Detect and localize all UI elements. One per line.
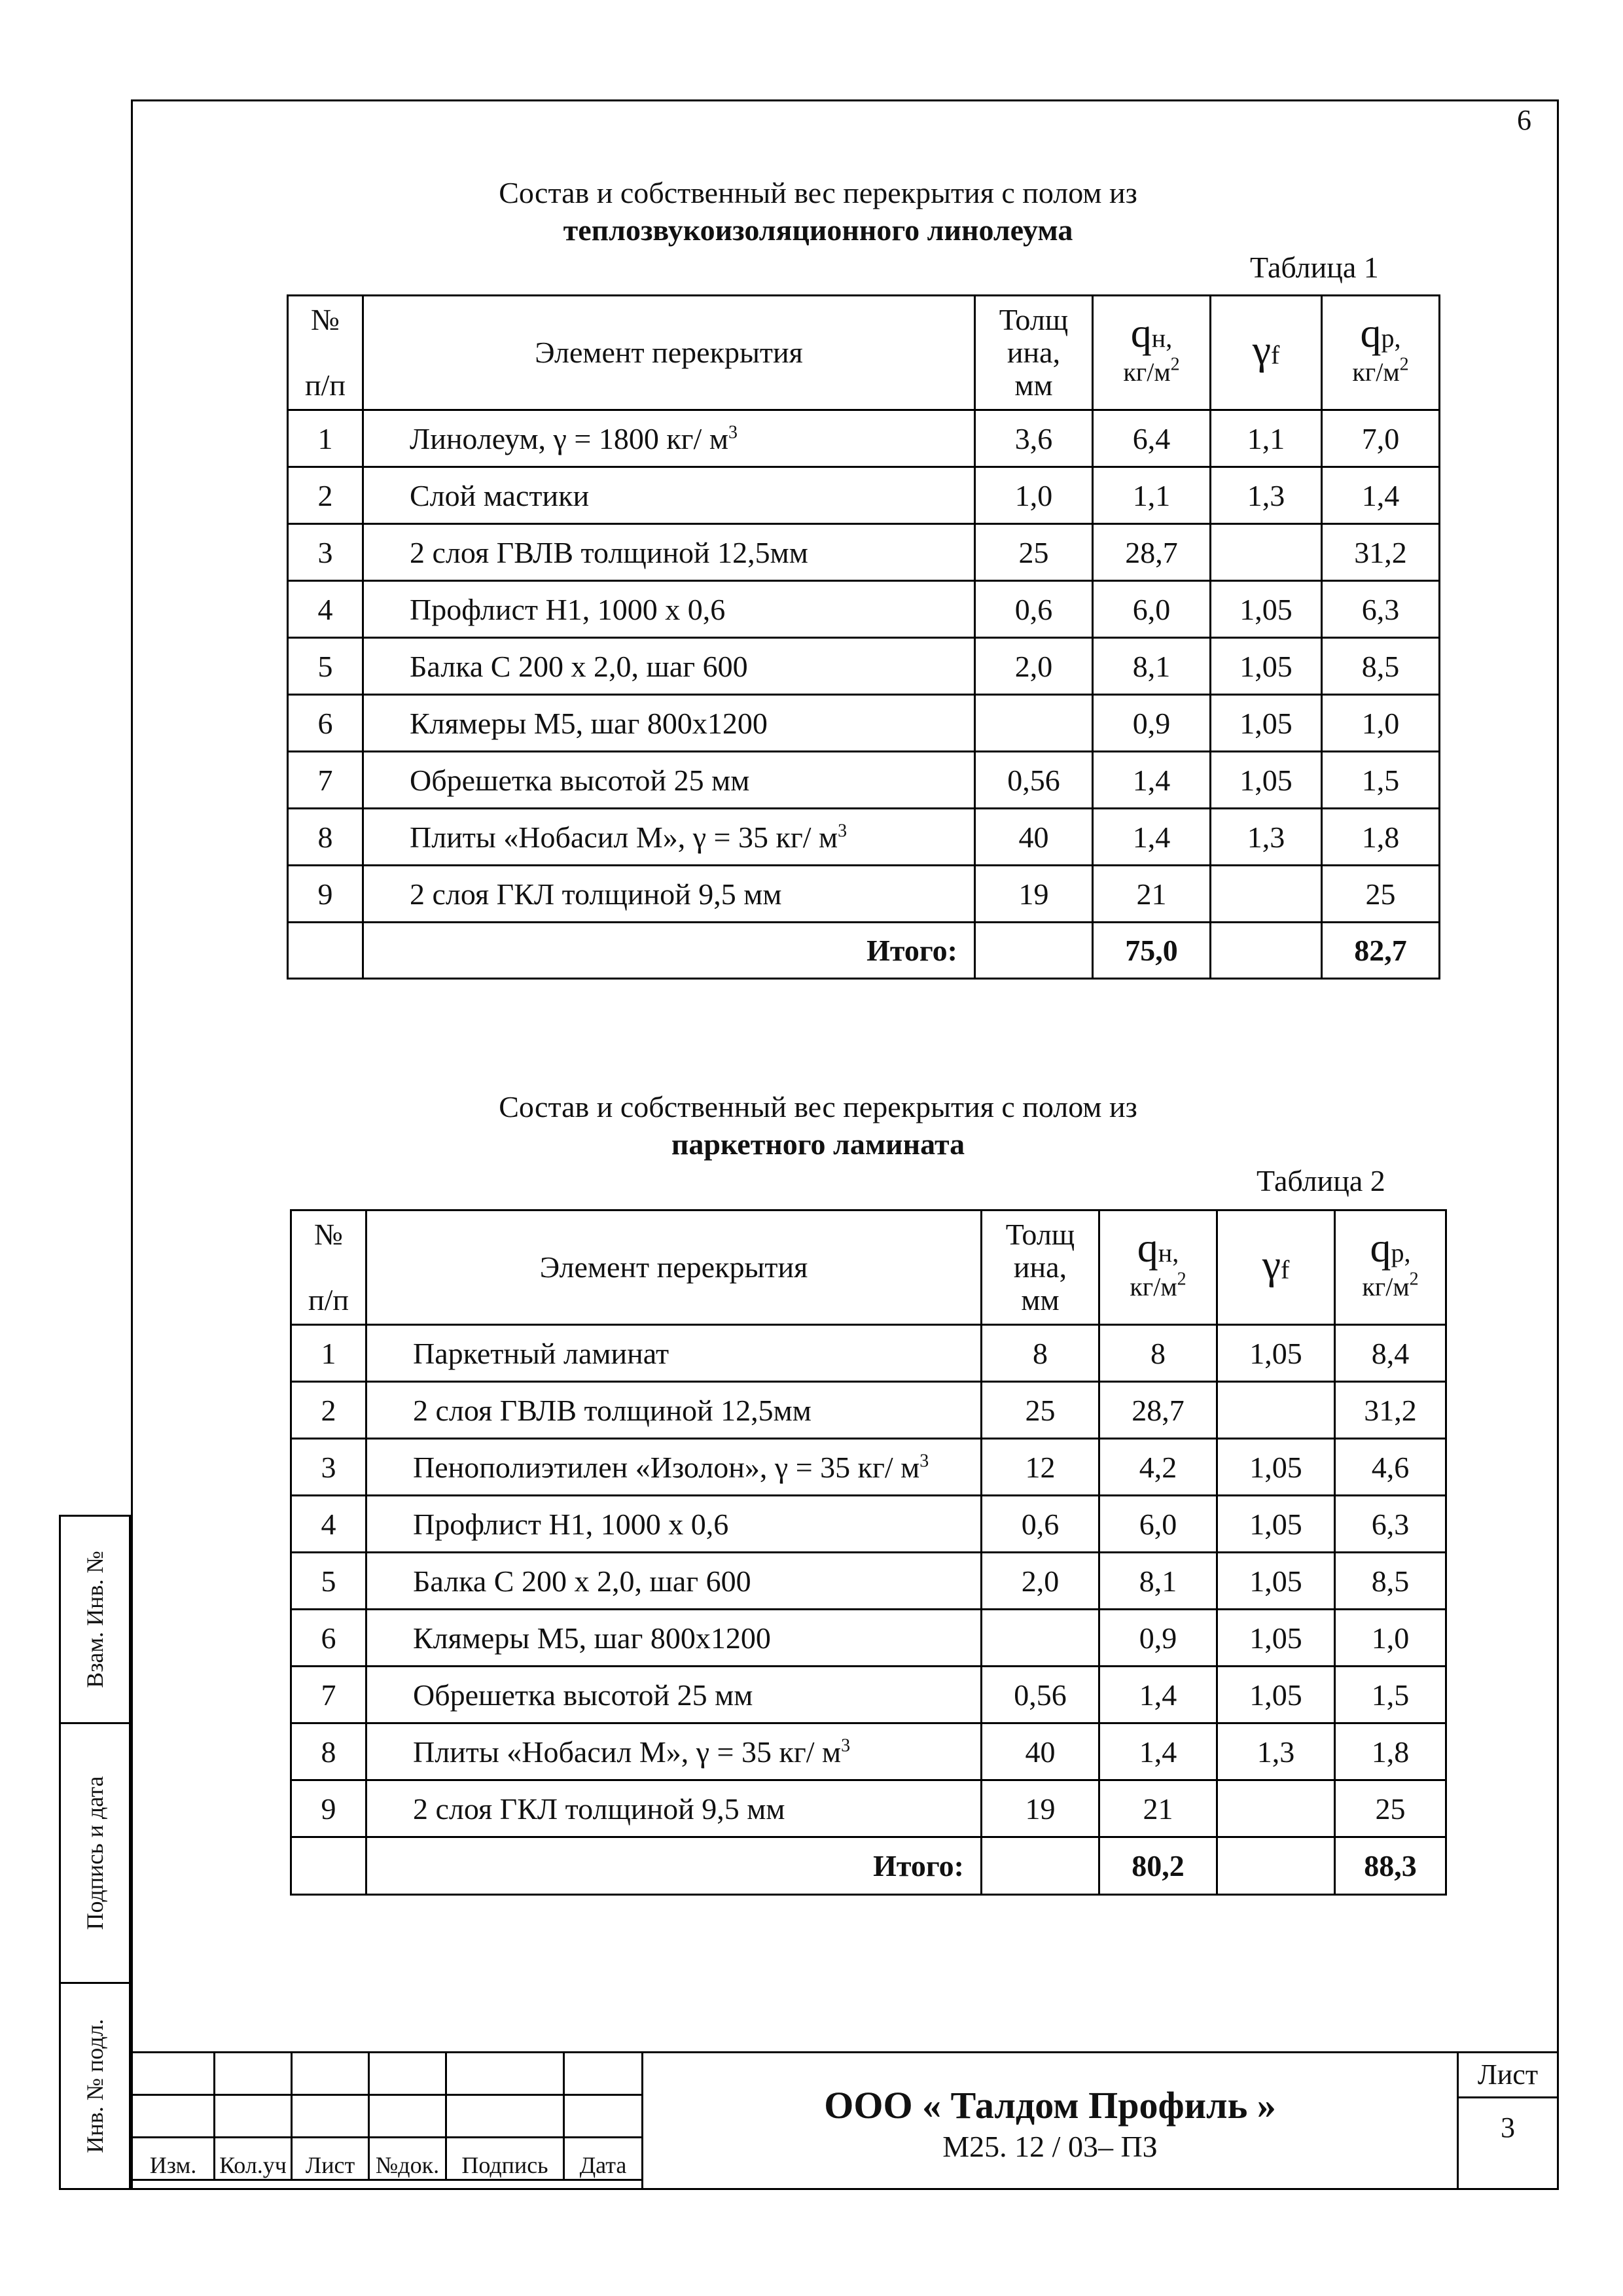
qn-cell: 1,4 <box>1093 809 1211 866</box>
qn-cell: 1,4 <box>1093 752 1211 809</box>
element-name <box>363 638 975 695</box>
element-name <box>366 1439 982 1496</box>
thickness-cell: 0,6 <box>975 581 1093 638</box>
stamp-col-data: Дата <box>564 2138 643 2180</box>
element-name <box>363 581 975 638</box>
page-number: 6 <box>1517 104 1531 136</box>
thickness-cell: 40 <box>975 809 1093 866</box>
stamp-col-list: Лист <box>292 2138 369 2180</box>
header-number: № п/п <box>288 296 363 410</box>
header-thickness: Толщ ина, мм <box>982 1210 1099 1325</box>
thickness-cell: 25 <box>982 1382 1099 1439</box>
header-thickness: Толщ ина, мм <box>975 296 1093 410</box>
gamma-cell: 1,05 <box>1211 581 1322 638</box>
row-number: 4 <box>291 1496 366 1553</box>
element-name <box>363 752 975 809</box>
gamma-cell: 1,05 <box>1217 1553 1335 1610</box>
table2-label: Таблица 2 <box>1257 1164 1385 1197</box>
element-name <box>366 1382 982 1439</box>
sidebar-inv-label: Инв. № подл. <box>82 2019 108 2153</box>
gamma-cell: 1,05 <box>1211 752 1322 809</box>
element-name-text: Плиты «Нобасил М», γ = 35 кг/ м <box>413 1735 842 1769</box>
unit-exponent: 3 <box>919 1451 929 1472</box>
gamma-cell: 1,05 <box>1217 1667 1335 1723</box>
gamma-cell: 1,05 <box>1217 1325 1335 1382</box>
qp-cell: 7,0 <box>1322 410 1440 467</box>
qp-cell: 31,2 <box>1335 1382 1446 1439</box>
qn-cell: 21 <box>1099 1780 1217 1837</box>
table2-total-row <box>291 1837 1446 1895</box>
stamp-header-row <box>132 2138 643 2180</box>
thickness-cell: 12 <box>982 1439 1099 1496</box>
thickness-cell: 40 <box>982 1723 1099 1780</box>
table1-label: Таблица 1 <box>1250 251 1379 284</box>
element-name-text: Слой мастики <box>410 478 590 512</box>
qp-cell: 6,3 <box>1322 581 1440 638</box>
table-row <box>291 1780 1446 1837</box>
thickness-cell: 0,6 <box>982 1496 1099 1553</box>
header-qn: qн, $кг/м^2$ <box>1093 296 1211 410</box>
unit-exponent: 3 <box>728 422 738 443</box>
qp-cell: 1,5 <box>1335 1667 1446 1723</box>
qn-cell: 8,1 <box>1099 1553 1217 1610</box>
row-number: 2 <box>291 1382 366 1439</box>
table-row <box>291 1382 1446 1439</box>
table-row <box>291 1667 1446 1723</box>
table-row <box>291 1553 1446 1610</box>
header-element: Элемент перекрытия <box>363 296 975 410</box>
qp-cell: 8,4 <box>1335 1325 1446 1382</box>
qn-cell: 28,7 <box>1093 524 1211 581</box>
total-qn: 80,2 <box>1099 1837 1217 1895</box>
table1-caption-line1: Состав и собственный вес перекрытия с полом из <box>499 176 1137 209</box>
qn-cell: 8,1 <box>1093 638 1211 695</box>
thickness-cell: 0,56 <box>975 752 1093 809</box>
qp-cell: 25 <box>1322 866 1440 923</box>
qn-cell: 8 <box>1099 1325 1217 1382</box>
stamp-col-izm: Изм. <box>132 2138 215 2180</box>
element-name-text: Обрешетка высотой 25 мм <box>410 763 750 797</box>
title-block <box>641 2051 1457 2190</box>
gamma-cell: 1,05 <box>1217 1610 1335 1667</box>
element-name-text: 2 слоя ГКЛ толщиной 9,5 мм <box>413 1792 785 1826</box>
gamma-cell: 1,3 <box>1217 1723 1335 1780</box>
thickness-cell: 3,6 <box>975 410 1093 467</box>
total-label: Итого: <box>363 923 975 979</box>
row-number: 7 <box>291 1667 366 1723</box>
row-number: 1 <box>288 410 363 467</box>
table-row <box>288 638 1440 695</box>
table-row <box>291 1496 1446 1553</box>
table2 <box>290 1209 1447 1896</box>
gamma-cell <box>1217 1780 1335 1837</box>
gamma-cell: 1,05 <box>1211 695 1322 752</box>
element-name-text: Клямеры М5, шаг 800х1200 <box>410 706 768 740</box>
qn-cell: 0,9 <box>1093 695 1211 752</box>
table1-header-row <box>288 296 1440 410</box>
qp-cell: 4,6 <box>1335 1439 1446 1496</box>
qn-cell: 6,4 <box>1093 410 1211 467</box>
sidebar-podpis-box <box>59 1722 131 1984</box>
element-name <box>366 1325 982 1382</box>
thickness-cell <box>975 695 1093 752</box>
header-gamma: γf <box>1211 296 1322 410</box>
table-row <box>291 1325 1446 1382</box>
element-name <box>363 524 975 581</box>
table1-caption-line2: теплозвукоизоляционного линолеума <box>563 213 1073 247</box>
header-number: № п/п <box>291 1210 366 1325</box>
sidebar-podpis-label: Подпись и дата <box>82 1776 108 1930</box>
element-name <box>363 410 975 467</box>
element-name <box>363 467 975 524</box>
gamma-cell <box>1217 1382 1335 1439</box>
element-name <box>363 695 975 752</box>
element-name-text: Профлист Н1, 1000 х 0,6 <box>410 592 726 626</box>
row-number: 3 <box>288 524 363 581</box>
element-name-text: Линолеум, γ = 1800 кг/ м <box>410 421 728 455</box>
header-qp: qр, $кг/м^2$ <box>1335 1210 1446 1325</box>
company-name: ООО « Талдом Профиль » <box>824 2084 1276 2127</box>
qn-cell: 4,2 <box>1099 1439 1217 1496</box>
row-number: 9 <box>288 866 363 923</box>
element-name <box>366 1496 982 1553</box>
thickness-cell: 2,0 <box>975 638 1093 695</box>
gamma-cell: 1,05 <box>1211 638 1322 695</box>
qp-cell: 1,0 <box>1322 695 1440 752</box>
element-name <box>366 1723 982 1780</box>
sidebar-inv-box <box>59 1982 131 2190</box>
thickness-cell: 1,0 <box>975 467 1093 524</box>
element-name-text: 2 слоя ГКЛ толщиной 9,5 мм <box>410 877 782 911</box>
table-row <box>288 467 1440 524</box>
qp-cell: 1,8 <box>1335 1723 1446 1780</box>
header-gamma: γf <box>1217 1210 1335 1325</box>
table2-header-row <box>291 1210 1446 1325</box>
qp-cell: 8,5 <box>1335 1553 1446 1610</box>
gamma-cell: 1,3 <box>1211 809 1322 866</box>
table-row <box>291 1723 1446 1780</box>
qp-cell: 1,4 <box>1322 467 1440 524</box>
qp-cell: 8,5 <box>1322 638 1440 695</box>
thickness-cell: 0,56 <box>982 1667 1099 1723</box>
total-qn: 75,0 <box>1093 923 1211 979</box>
sidebar-vzam-box <box>59 1515 131 1724</box>
row-number: 4 <box>288 581 363 638</box>
row-number: 6 <box>291 1610 366 1667</box>
unit-exponent: 3 <box>838 821 847 841</box>
table-row <box>291 1439 1446 1496</box>
gamma-cell <box>1211 524 1322 581</box>
qp-cell: 31,2 <box>1322 524 1440 581</box>
qn-cell: 6,0 <box>1099 1496 1217 1553</box>
element-name <box>363 809 975 866</box>
element-name-text: 2 слоя ГВЛВ толщиной 12,5мм <box>410 535 808 569</box>
qn-cell: 1,1 <box>1093 467 1211 524</box>
thickness-cell: 8 <box>982 1325 1099 1382</box>
row-number: 2 <box>288 467 363 524</box>
qn-cell: 0,9 <box>1099 1610 1217 1667</box>
table1-total-row <box>288 923 1440 979</box>
qn-cell: 28,7 <box>1099 1382 1217 1439</box>
qp-cell: 1,8 <box>1322 809 1440 866</box>
table-row <box>288 410 1440 467</box>
total-qp: 88,3 <box>1335 1837 1446 1895</box>
sheet-box <box>1457 2051 1559 2190</box>
element-name-text: Обрешетка высотой 25 мм <box>413 1678 753 1712</box>
gamma-cell: 1,05 <box>1217 1496 1335 1553</box>
thickness-cell: 19 <box>975 866 1093 923</box>
table-row <box>288 695 1440 752</box>
table-row <box>288 524 1440 581</box>
header-qn: qн, $кг/м^2$ <box>1099 1210 1217 1325</box>
row-number: 7 <box>288 752 363 809</box>
stamp-col-podpis: Подпись <box>446 2138 564 2180</box>
element-name <box>366 1553 982 1610</box>
element-name <box>366 1610 982 1667</box>
sidebar-vzam-label: Взам. Инв. № <box>82 1551 108 1688</box>
qn-cell: 1,4 <box>1099 1723 1217 1780</box>
element-name-text: Клямеры М5, шаг 800х1200 <box>413 1621 771 1655</box>
qn-cell: 1,4 <box>1099 1667 1217 1723</box>
stamp-col-ndok: №док. <box>369 2138 446 2180</box>
stamp-col-koluch: Кол.уч <box>215 2138 292 2180</box>
thickness-cell: 2,0 <box>982 1553 1099 1610</box>
element-name-text: Плиты «Нобасил М», γ = 35 кг/ м <box>410 820 838 854</box>
revision-stamp <box>131 2051 643 2181</box>
row-number: 6 <box>288 695 363 752</box>
thickness-cell: 19 <box>982 1780 1099 1837</box>
element-name <box>366 1667 982 1723</box>
total-label: Итого: <box>366 1837 982 1895</box>
row-number: 3 <box>291 1439 366 1496</box>
table-row <box>288 581 1440 638</box>
element-name <box>363 866 975 923</box>
table-row <box>288 752 1440 809</box>
qp-cell: 25 <box>1335 1780 1446 1837</box>
table-row <box>288 866 1440 923</box>
table-row <box>291 1610 1446 1667</box>
table-row <box>288 809 1440 866</box>
qp-cell: 6,3 <box>1335 1496 1446 1553</box>
header-element: Элемент перекрытия <box>366 1210 982 1325</box>
row-number: 5 <box>291 1553 366 1610</box>
thickness-cell: 25 <box>975 524 1093 581</box>
thickness-cell <box>982 1610 1099 1667</box>
row-number: 5 <box>288 638 363 695</box>
element-name-text: 2 слоя ГВЛВ толщиной 12,5мм <box>413 1393 812 1427</box>
element-name-text: Балка С 200 х 2,0, шаг 600 <box>410 649 748 683</box>
table1 <box>287 294 1440 980</box>
row-number: 8 <box>291 1723 366 1780</box>
gamma-cell <box>1211 866 1322 923</box>
sheet-number: 3 <box>1501 2111 1515 2144</box>
element-name-text: Пенополиэтилен «Изолон», γ = 35 кг/ м <box>413 1450 920 1484</box>
element-name-text: Паркетный ламинат <box>413 1336 669 1370</box>
qp-cell: 1,0 <box>1335 1610 1446 1667</box>
element-name <box>366 1780 982 1837</box>
total-qp: 82,7 <box>1322 923 1440 979</box>
row-number: 8 <box>288 809 363 866</box>
table2-caption-line1: Состав и собственный вес перекрытия с полом из <box>499 1090 1137 1123</box>
header-qp: qр, $кг/м^2$ <box>1322 296 1440 410</box>
qn-cell: 6,0 <box>1093 581 1211 638</box>
qp-cell: 1,5 <box>1322 752 1440 809</box>
qn-cell: 21 <box>1093 866 1211 923</box>
gamma-cell: 1,3 <box>1211 467 1322 524</box>
table2-caption-line2: паркетного ламината <box>671 1127 965 1161</box>
gamma-cell: 1,1 <box>1211 410 1322 467</box>
row-number: 1 <box>291 1325 366 1382</box>
gamma-cell: 1,05 <box>1217 1439 1335 1496</box>
element-name-text: Профлист Н1, 1000 х 0,6 <box>413 1507 729 1541</box>
sheet-label: Лист <box>1459 2053 1557 2098</box>
row-number: 9 <box>291 1780 366 1837</box>
document-code: М25. 12 / 03– ПЗ <box>942 2130 1158 2163</box>
unit-exponent: 3 <box>841 1735 851 1756</box>
element-name-text: Балка С 200 х 2,0, шаг 600 <box>413 1564 751 1598</box>
